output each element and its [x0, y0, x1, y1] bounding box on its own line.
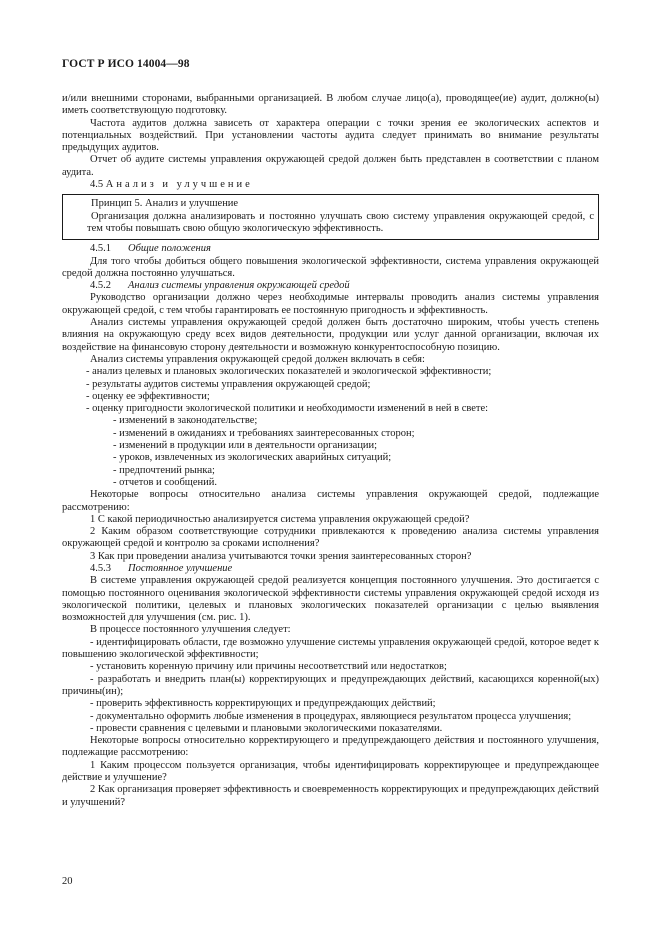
paragraph: Частота аудитов должна зависеть от характера операции с точки зрения ее экологических аспектов и потенциальных воздействий. При установлении частоты аудита следует принимать во внимание результаты предыдущих аудитов.: [62, 117, 599, 154]
principle-box: [62, 194, 599, 240]
paragraph: Руководство организации должно через необходимые интервалы проводить анализ системы управления окружающей средой, с тем чтобы гарантировать ее постоянную пригодность и эффективность.: [62, 292, 599, 316]
list-item: - анализ целевых и плановых экологических показателей и экологической эффективности;: [86, 366, 492, 378]
paragraph: Анализ системы управления окружающей средой должен включать в себя:: [90, 353, 425, 365]
list-item: - установить коренную причину или причины несоответствий или недостатков;: [90, 661, 447, 673]
paragraph: Анализ системы управления окружающей средой должен быть достаточно широким, чтобы учесть степень влияния на окружающую среду всех видов деятельности, продукции или услуг данной организации, включая их воздействие на финансовую сторону деятельности и возможную конкурентоспособную позицию.: [62, 317, 599, 353]
section-number: 4.5.2: [90, 280, 111, 292]
list-item: - документально оформить любые изменения в процедурах, являющиеся результатом процесса улучшения;: [90, 710, 572, 722]
section-heading-4-5: [62, 179, 599, 191]
page-number: 20: [62, 876, 73, 887]
sub-list-item: - предпочтений рынка;: [113, 464, 215, 476]
section-heading-4-5-2: [62, 280, 599, 292]
list-item: - оценку пригодности экологической политики и необходимости изменений в ней в свете:: [86, 403, 489, 415]
sub-list-item: - отчетов и сообщений.: [113, 476, 218, 488]
paragraph: Некоторые вопросы относительно корректирующего и предупреждающего действия и постоянного улучшения, подлежащие рассмотрению:: [62, 735, 599, 759]
section-heading-4-5-1: [62, 243, 599, 255]
paragraph: и/или внешними сторонами, выбранными организацией. В любом случае лицо(а), проводящее(ие) аудит, должно(ы) иметь соответствующую подготовку.: [62, 93, 599, 117]
paragraph: Отчет об аудите системы управления окружающей средой должен быть представлен в соответствии с планом аудита.: [62, 154, 599, 178]
list-item: - оценку ее эффективности;: [86, 390, 210, 402]
section-number: 4.5: [90, 179, 104, 191]
question: 3 Как при проведении анализа учитываются точки зрения заинтересованных сторон?: [90, 550, 472, 562]
section-number: 4.5.1: [90, 243, 111, 255]
section-title: Постоянное улучшение: [128, 562, 233, 574]
principle-text: Организация должна анализировать и постоянно улучшать свою систему управления окружающей средой, с тем чтобы повышать свою общую экологическую эффективность.: [87, 210, 594, 234]
list-item: - идентифицировать области, где возможно улучшение системы управления окружающей средой, которое ведет к повышению экологической эффективности;: [62, 636, 599, 661]
review-list: [62, 366, 599, 489]
list-item: - результаты аудитов системы управления окружающей средой;: [86, 378, 371, 390]
list-item: - проверить эффективность корректирующих и предупреждающих действий;: [90, 698, 436, 710]
sub-list-item: - изменений в продукции или в деятельности организации;: [113, 440, 378, 452]
question: 2 Каким образом соответствующие сотрудники привлекаются к проведению анализа системы управления окружающей средой и контролю за сроками исполнения?: [62, 526, 599, 550]
section-title: Анализ и улучшение: [105, 179, 253, 191]
section-title: Общие положения: [128, 243, 211, 255]
sub-list-item: - изменений в законодательстве;: [113, 415, 258, 427]
section-number: 4.5.3: [90, 562, 111, 574]
list-item: - разработать и внедрить план(ы) корректирующих и предупреждающих действий, касающихся коренной(ых) причины(ин);: [62, 673, 599, 697]
paragraph: Некоторые вопросы относительно анализа системы управления окружающей средой, подлежащие рассмотрению:: [62, 489, 599, 513]
paragraph: В процессе постоянного улучшения следует:: [90, 624, 291, 636]
sub-list-item: - изменений в ожиданиях и требованиях заинтересованных сторон;: [113, 427, 415, 439]
question: 1 Каким процессом пользуется организация, чтобы идентифицировать корректирующее и предупреждающее действие и улучшение?: [62, 759, 599, 784]
principle-title: Принцип 5. Анализ и улучшение: [91, 198, 239, 210]
paragraph: В системе управления окружающей средой реализуется концепция постоянного улучшения. Это достигается с помощью постоянного оценивания экологической эффективности системы управления окружающей средой исходя из экологической политики, целевых и плановых экологических показателей организации с целью выявления возможностей для улучшения (см. рис. 1).: [62, 575, 599, 624]
question: 2 Как организация проверяет эффективность и своевременность корректирующих и предупреждающих действий и улучшений?: [62, 784, 599, 808]
section-title: Анализ системы управления окружающей средой: [128, 280, 350, 292]
list-item: - провести сравнения с целевыми и плановыми экологическими показателями.: [90, 722, 443, 734]
sub-list-item: - уроков, извлеченных из экологических аварийных ситуаций;: [113, 452, 392, 464]
document-header: ГОСТ Р ИСО 14004—98: [62, 58, 190, 70]
question: 1 С какой периодичностью анализируется система управления окружающей средой?: [90, 513, 470, 525]
improvement-list: [62, 637, 599, 735]
page-body: [62, 93, 599, 809]
section-heading-4-5-3: [62, 563, 599, 575]
paragraph: Для того чтобы добиться общего повышения экологической эффективности, система управления окружающей средой должна постоянно улучшаться.: [62, 255, 599, 279]
